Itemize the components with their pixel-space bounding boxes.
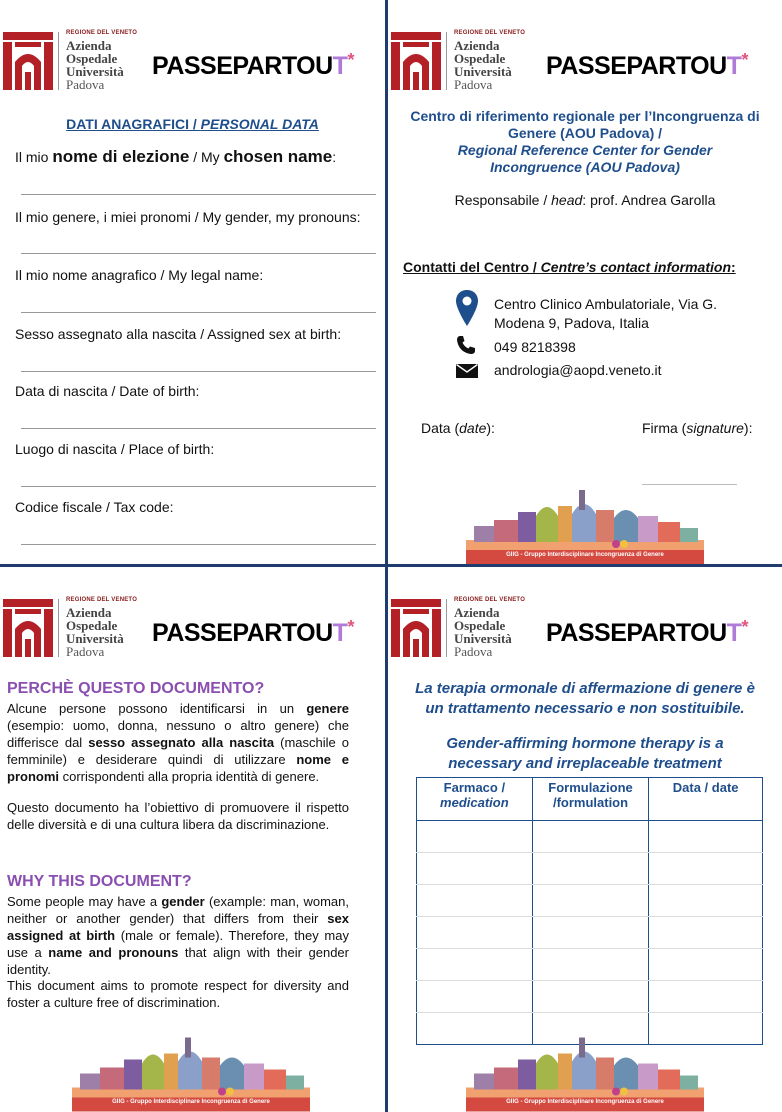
table-row [417, 917, 763, 949]
logo-divider [446, 32, 447, 90]
tax-code-line[interactable] [21, 544, 376, 545]
assigned-sex-line[interactable] [21, 371, 376, 372]
center-phone[interactable]: 049 8218398 [494, 339, 576, 355]
hospital-logo-text: REGIONE DEL VENETO Azienda Ospedale Università Padova [454, 30, 526, 92]
hospital-logo-icon [3, 599, 53, 657]
signature-line[interactable] [642, 484, 737, 485]
giig-caption: GIIG - Gruppo Interdisciplinare Incongruenza di Genere [112, 1099, 270, 1105]
therapy-log-table [416, 777, 763, 1045]
center-name: Centro di riferimento regionale per l’Incongruenza di Genere (AOU Padova) / Regional Reference Center for Gender Incongruence (AOU Padova) [410, 108, 760, 175]
medication-cell[interactable] [417, 917, 533, 949]
formulation-cell[interactable] [532, 821, 649, 853]
date-cell[interactable] [649, 917, 763, 949]
legal-name-line[interactable] [21, 312, 376, 313]
formulation-cell[interactable] [532, 917, 649, 949]
date-label: Data (date): [421, 420, 495, 436]
giig-caption: GIIG - Gruppo Interdisciplinare Incongruenza di Genere [506, 552, 664, 558]
contacts-heading: Contatti del Centro / Centre’s contact information: [403, 259, 736, 275]
hospital-logo-text: REGIONE DEL VENETO Azienda Ospedale Università Padova [454, 597, 526, 659]
table-row [417, 821, 763, 853]
place-of-birth-line[interactable] [21, 486, 376, 487]
logo-divider [58, 32, 59, 90]
card-header [388, 30, 782, 96]
medication-cell[interactable] [417, 949, 533, 981]
center-head: Responsabile / head: prof. Andrea Garolla [454, 192, 716, 208]
card-center-contacts [388, 0, 782, 564]
card-hormone-therapy [388, 567, 782, 1112]
table-row [417, 981, 763, 1013]
column-header-formulation: Formulazione /formulation [532, 778, 649, 821]
formulation-cell[interactable] [532, 949, 649, 981]
medication-cell[interactable] [417, 885, 533, 917]
card-header [388, 597, 782, 663]
location-pin-icon [456, 290, 478, 326]
chosen-name-label: Il mio nome di elezione / My chosen name: [15, 147, 337, 166]
legal-name-label: Il mio nome anagrafico / My legal name: [15, 267, 264, 283]
hospital-logo-icon [391, 599, 441, 657]
date-cell[interactable] [649, 885, 763, 917]
date-of-birth-label: Data di nascita / Date of birth: [15, 383, 200, 399]
date-cell[interactable] [649, 821, 763, 853]
formulation-cell[interactable] [532, 853, 649, 885]
table-row [417, 949, 763, 981]
formulation-cell[interactable] [532, 885, 649, 917]
place-of-birth-label: Luogo di nascita / Place of birth: [15, 441, 215, 457]
gender-pronouns-label: Il mio genere, i miei pronomi / My gender, my pronouns: [15, 209, 361, 225]
assigned-sex-label: Sesso assegnato alla nascita / Assigned sex at birth: [15, 326, 342, 342]
hospital-logo-icon [3, 32, 53, 90]
therapy-statement-en: Gender-affirming hormone therapy is a necessary and irreplaceable treatment [446, 735, 724, 772]
tax-code-label: Codice fiscale / Tax code: [15, 499, 174, 515]
hospital-logo-text: REGIONE DEL VENETO Azienda Ospedale Università Padova [66, 30, 138, 92]
date-cell[interactable] [649, 981, 763, 1013]
therapy-statement-it: La terapia ormonale di affermazione di genere è un trattamento necessario e non sostituibile. [415, 680, 755, 717]
logo-divider [446, 599, 447, 657]
personal-data-title: DATI ANAGRAFICI / PERSONAL DATA [66, 116, 319, 132]
medication-cell[interactable] [417, 821, 533, 853]
signature-label: Firma (signature): [642, 420, 753, 436]
date-cell[interactable] [649, 949, 763, 981]
date-of-birth-line[interactable] [21, 428, 376, 429]
passepartout-brand: PASSEPARTOUT* [546, 50, 748, 80]
giig-caption: GIIG - Gruppo Interdisciplinare Incongruenza di Genere [506, 1099, 664, 1105]
phone-icon [456, 335, 476, 355]
why-heading-it: PERCHÈ QUESTO DOCUMENTO? [7, 680, 265, 697]
why-paragraph-it-2: Questo documento ha l’obiettivo di promuovere il rispetto delle diversità e di una cultura libera da discriminazione. [7, 800, 349, 832]
formulation-cell[interactable] [532, 981, 649, 1013]
why-paragraph-en-2: This document aims to promote respect for diversity and foster a culture free of discrimination. [7, 978, 349, 1010]
table-row [417, 885, 763, 917]
email-icon [456, 364, 478, 378]
date-cell[interactable] [649, 853, 763, 885]
passepartout-brand: PASSEPARTOUT* [546, 617, 748, 647]
card-header [0, 30, 385, 96]
card-personal-data [0, 0, 385, 564]
why-heading-en: WHY THIS DOCUMENT? [7, 873, 192, 890]
passepartout-brand: PASSEPARTOUT* [152, 617, 354, 647]
why-paragraph-en: Some people may have a gender (example: man, woman, neither or another gender) that differs from their sex assigned at birth (male or female). Therefore, they may use a name and pronouns that align with their gender identity. [7, 894, 349, 977]
column-header-date: Data / date [649, 778, 763, 821]
logo-divider [58, 599, 59, 657]
gender-pronouns-line[interactable] [21, 253, 376, 254]
card-why-document [0, 567, 385, 1112]
card-header [0, 597, 385, 663]
center-email[interactable]: andrologia@aopd.veneto.it [494, 362, 662, 378]
hospital-logo-icon [391, 32, 441, 90]
why-paragraph-it: Alcune persone possono identificarsi in un genere (esempio: uomo, donna, nessuno o altro genere) che differisce dal sesso assegnato alla nascita (maschile o femminile) e desiderare quindi di utilizzare nome e pronomi corrispondenti alla propria identità di genere. [7, 701, 350, 784]
passepartout-brand: PASSEPARTOUT* [152, 50, 354, 80]
table-row [417, 853, 763, 885]
center-address: Centro Clinico Ambulatoriale, Via G. Modena 9, Padova, Italia [494, 296, 718, 331]
column-header-medication: Farmaco / medication [417, 778, 533, 821]
chosen-name-line[interactable] [21, 194, 376, 195]
hospital-logo-text: REGIONE DEL VENETO Azienda Ospedale Università Padova [66, 597, 138, 659]
medication-cell[interactable] [417, 853, 533, 885]
medication-cell[interactable] [417, 981, 533, 1013]
